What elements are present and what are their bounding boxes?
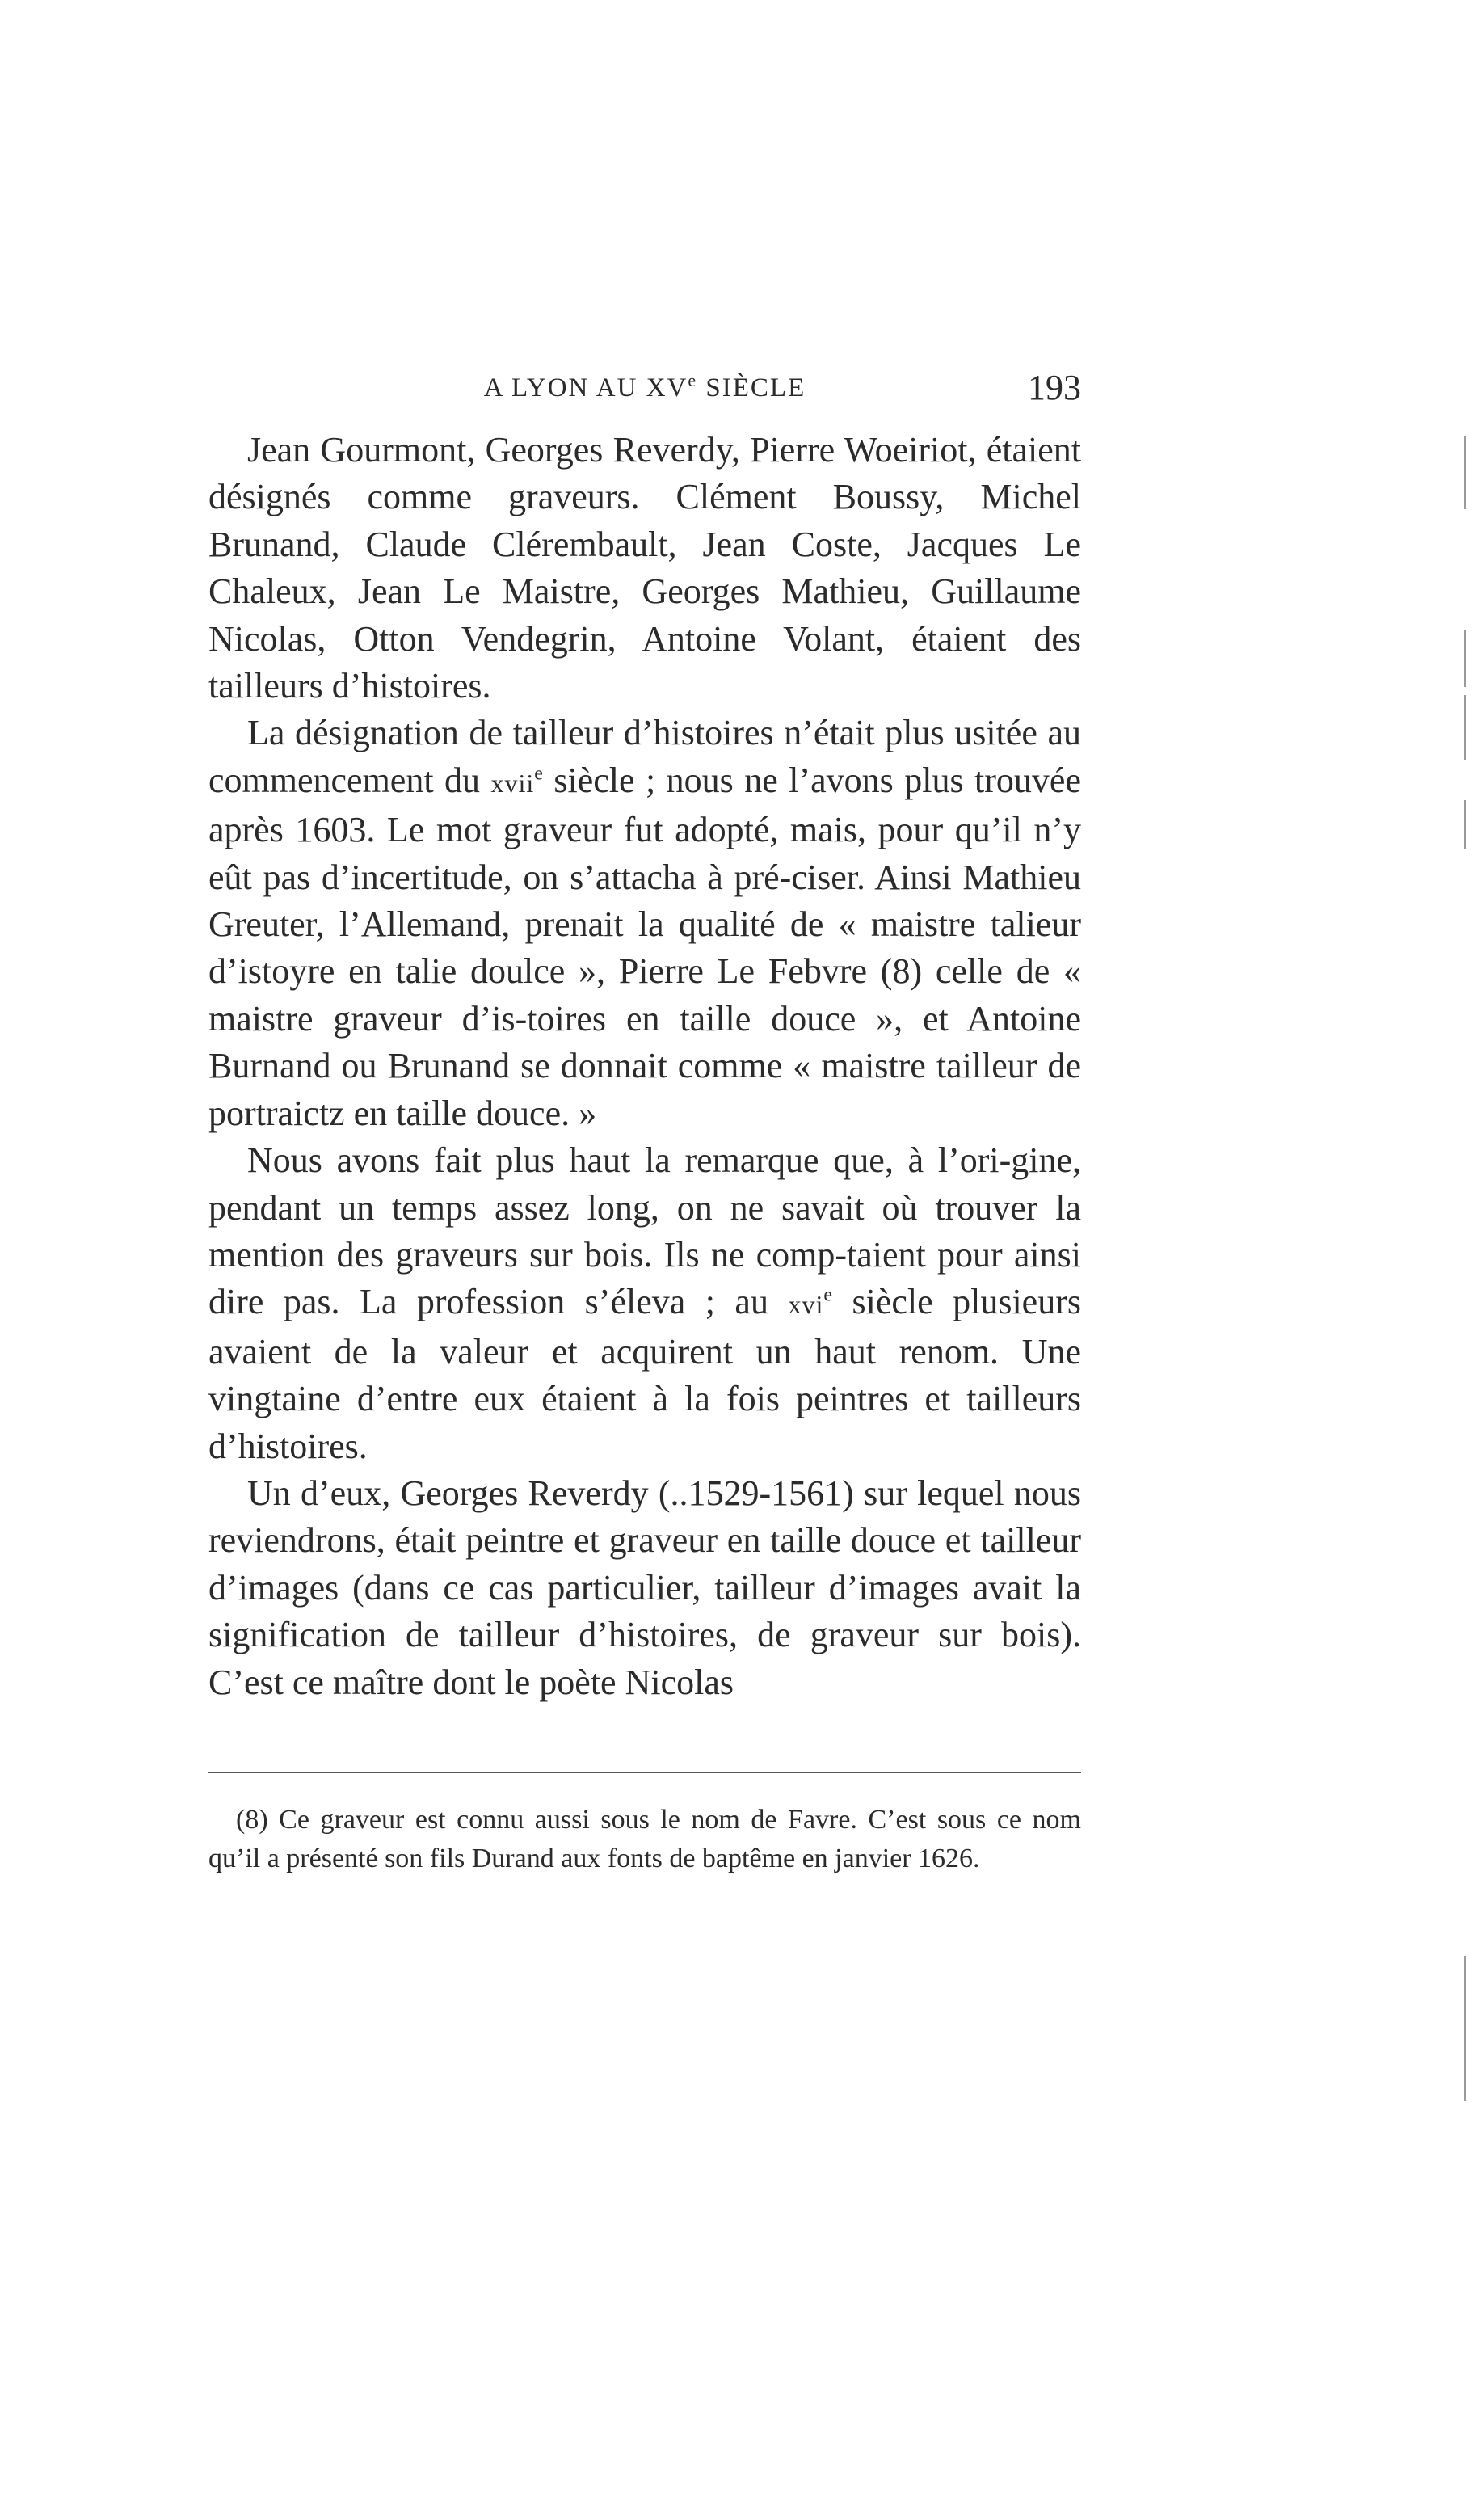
- paragraph-4: [208, 1470, 1081, 1706]
- running-title-superscript: e: [688, 370, 698, 390]
- paragraph-text: Jean Gourmont, Georges Reverdy, Pierre Woeiriot, étaient désignés comme graveurs. Clément Boussy, Michel Brunand, Claude Clérembault, Jean Coste, Jacques Le Chaleux, Jean Le Maistre, Georges Mathieu, Guillaume Nicolas, Otton Vendegrin, Antoine Volant, étaient des tailleurs d’histoires.: [208, 430, 1081, 706]
- century-numeral: xvii: [490, 768, 535, 798]
- century-superscript: e: [823, 1284, 832, 1306]
- century-numeral: xvi: [788, 1290, 824, 1320]
- paragraph-text: siècle ; nous ne l’avons plus trouvée après 1603. Le mot graveur fut adopté, mais, pour qu’il n’y eût pas d’incertitude, on s’attacha à pré-ciser. Ainsi Mathieu Greuter, l’Allemand, prenait la qualité de « maistre talieur d’istoyre en talie doulce », Pierre Le Febvre (8) celle de « maistre graveur d’is-toires en taille douce », et Antoine Burnand ou Brunand se donnait comme « maistre tailleur de portraictz en taille douce. »: [208, 760, 1081, 1133]
- running-title-end: SIÈCLE: [697, 373, 806, 402]
- paragraph-text: Un d’eux, Georges Reverdy (..1529-1561) sur lequel nous reviendrons, était peintre et graveur en taille douce et tailleur d’images (dans ce cas particulier, tailleur d’images avait la signification de tailleur d’histoires, de graveur sur bois). C’est ce maître dont le poète Nicolas: [208, 1473, 1081, 1702]
- page-number: 193: [1028, 368, 1081, 407]
- paragraph-text: Nous avons fait plus haut la remarque que, à l’ori-gine, pendant un temps assez long, on ne savait où trouver la mention des graveurs sur bois. Ils ne comp-taient pour ainsi dire pas. La profession s’éleva ; au: [208, 1140, 1081, 1322]
- century-superscript: e: [534, 763, 543, 785]
- footnote: (8) Ce graveur est connu aussi sous le nom de Favre. C’est sous ce nom qu’il a présenté son fils Durand aux fonts de baptême en janvier 1626.: [208, 1805, 1081, 1873]
- margin-mark: [1464, 695, 1466, 760]
- body-text: [208, 427, 1081, 1706]
- running-head: [208, 365, 1081, 414]
- paragraph-1: [208, 427, 1081, 710]
- margin-mark: [1464, 1956, 1466, 2101]
- running-title-text: A LYON AU XV: [483, 373, 688, 402]
- running-title: [208, 370, 1081, 403]
- margin-mark: [1464, 630, 1466, 687]
- margin-mark: [1464, 436, 1466, 509]
- paragraph-3: [208, 1137, 1081, 1470]
- paragraph-text: La désignation de tailleur d’histoires n’était plus usitée au commencement du: [208, 713, 1081, 800]
- margin-mark: [1464, 800, 1466, 849]
- paragraph-text: siècle plusieurs avaient de la valeur et acquirent un haut renom. Une vingtaine d’entre eux étaient à la fois peintres et tailleurs d’histoires.: [208, 1282, 1081, 1466]
- footnote-rule: [208, 1772, 1081, 1773]
- paragraph-2: [208, 710, 1081, 1137]
